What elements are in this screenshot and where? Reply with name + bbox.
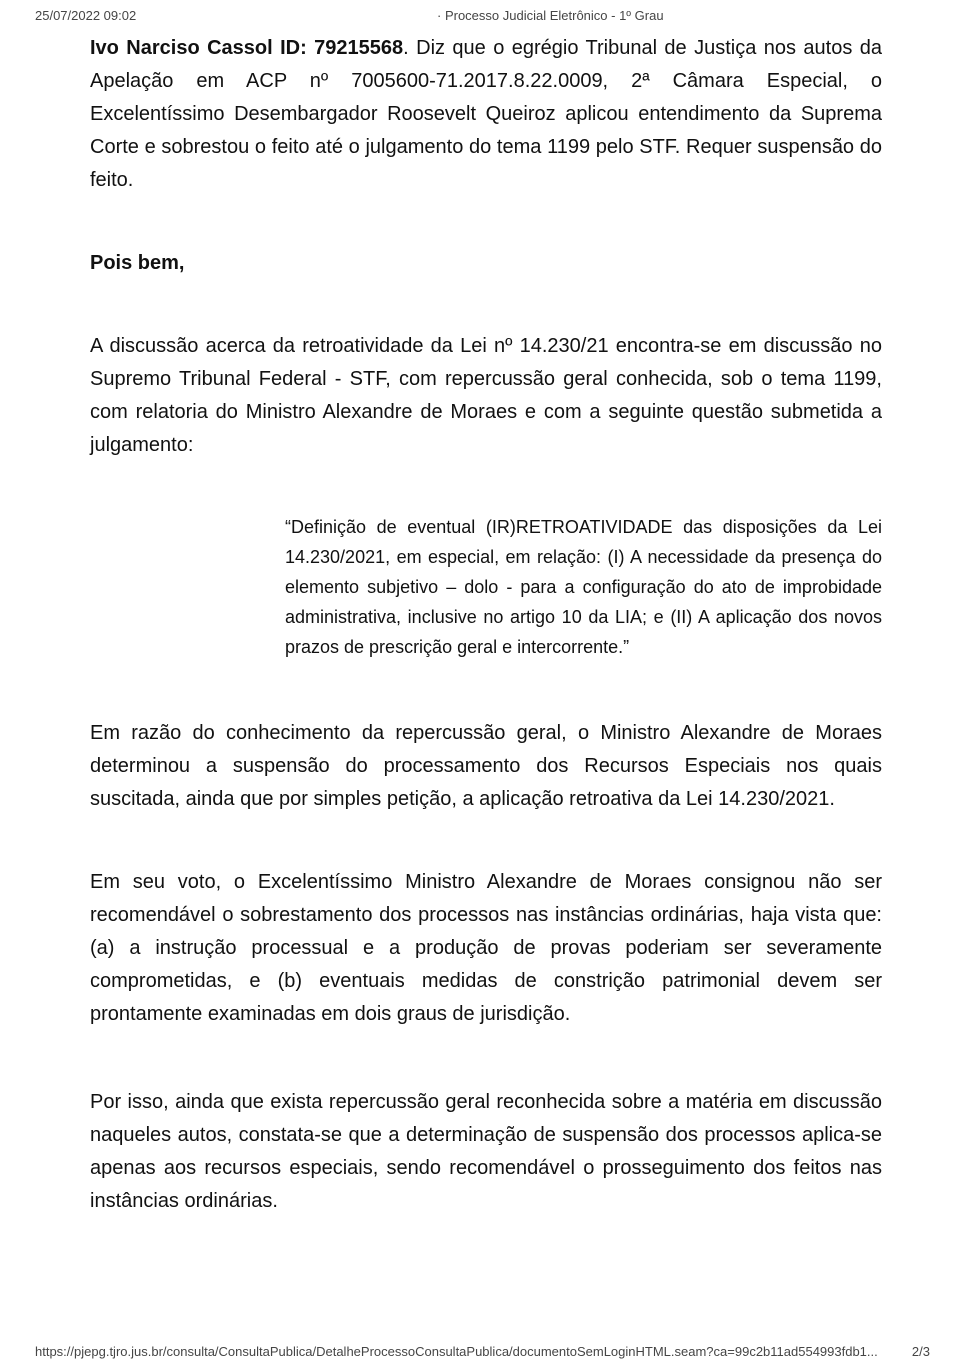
pois-bem-heading: Pois bem, (90, 252, 185, 274)
paragraph-discussao: A discussão acerca da retroatividade da Lei nº 14.230/21 encontra-se em discussão no Supremo Tribunal Federal - STF, com repercussão geral conhecida, sob o tema 1199, com relatoria do Ministro Alexandre de Moraes e com a seguinte questão submetida a julgamento: (90, 335, 882, 456)
print-header-title: · Processo Judicial Eletrônico - 1º Grau (437, 8, 664, 23)
paragraph-razao: Em razão do conhecimento da repercussão geral, o Ministro Alexandre de Moraes determinou a suspensão do processamento dos Recursos Especiais nos quais suscitada, ainda que por simples petição, a aplicação retroativa da Lei 14.230/2021. (90, 722, 882, 810)
paragraph-opening-text: . Diz que o egrégio Tribunal de Justiça nos autos da Apelação em ACP nº 7005600-71.2017.8.22.0009, 2ª Câmara Especial, o Excelentíssimo Desembargador Roosevelt Queiroz aplicou entendimento da Suprema Corte e sobrestou o feito até o julgamento do tema 1199 pelo STF. Requer suspensão do feito. (90, 37, 882, 191)
paragraph-voto: Em seu voto, o Excelentíssimo Ministro Alexandre de Moraes consignou não ser recomendável o sobrestamento dos processos nas instâncias ordinárias, haja vista que: (a) a instrução processual e a produção de provas poderiam ser severamente comprometidas, e (b) eventuais medidas de constrição patrimonial devem ser prontamente examinadas em dois graus de jurisdição. (90, 871, 882, 1025)
print-footer-url: https://pjepg.tjro.jus.br/consulta/ConsultaPublica/DetalheProcessoConsultaPublica/documentoSemLoginHTML.seam?ca=99c2b11ad554993fdb1... (35, 1344, 878, 1359)
paragraph-por-isso: Por isso, ainda que exista repercussão geral reconhecida sobre a matéria em discussão naqueles autos, constata-se que a determinação de suspensão dos processos aplica-se apenas aos recursos especiais, sendo recomendável o prosseguimento dos feitos nas instâncias ordinárias. (90, 1091, 882, 1212)
party-name-bold: Ivo Narciso Cassol ID: 79215568 (90, 37, 404, 59)
paragraph-opening (90, 32, 882, 197)
print-footer-page-number: 2/3 (911, 1344, 930, 1359)
stf-theme-quote: “Definição de eventual (IR)RETROATIVIDADE das disposições da Lei 14.230/2021, em especial, em relação: (I) A necessidade da presença do elemento subjetivo – dolo - para a configuração do ato de improbidade administrativa, inclusive no artigo 10 da LIA; e (II) A aplicação dos novos prazos de prescrição geral e intercorrente.” (285, 517, 882, 657)
print-header-datetime: 25/07/2022 09:02 (35, 8, 137, 23)
document-body (90, 32, 882, 1218)
